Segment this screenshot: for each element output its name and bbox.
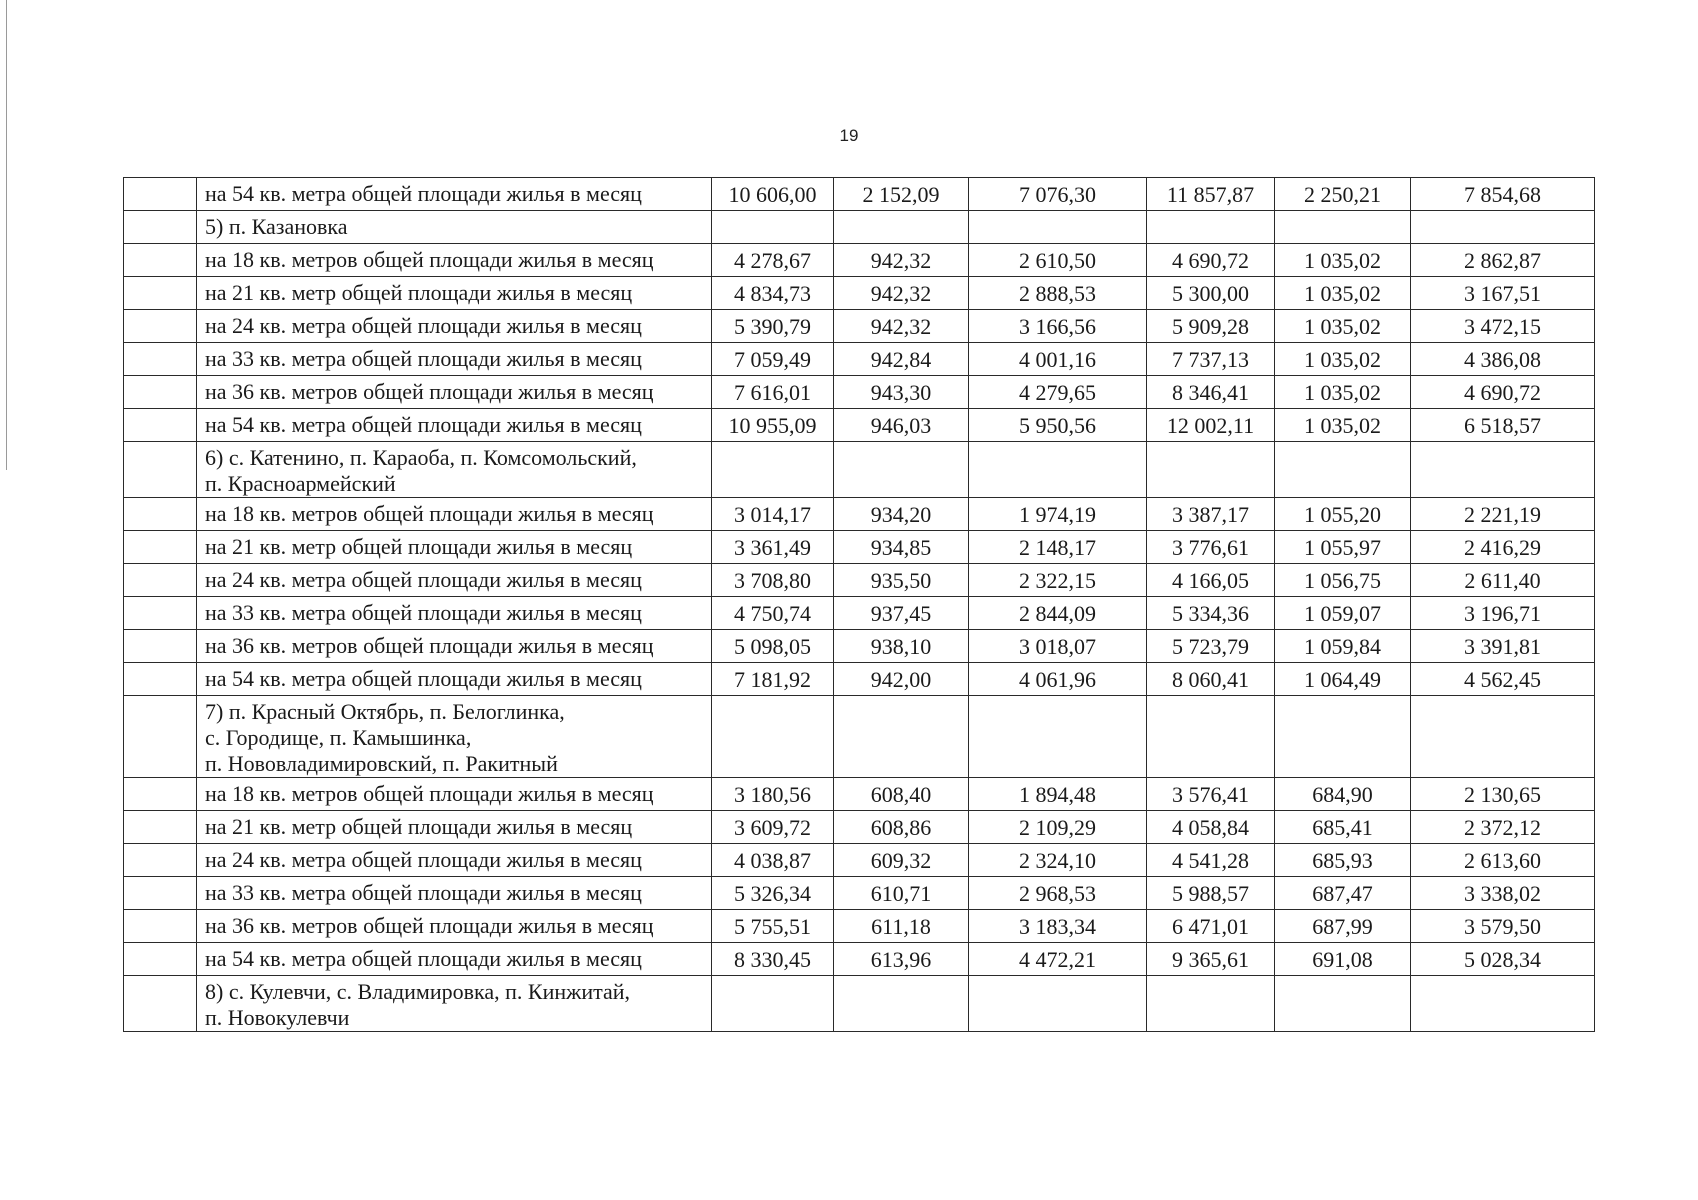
row-number-cell (124, 564, 197, 597)
value-cell: 2 152,09 (834, 178, 969, 211)
value-cell: 7 181,92 (712, 663, 834, 696)
value-cell: 608,86 (834, 811, 969, 844)
value-cell: 2 416,29 (1411, 531, 1595, 564)
value-cell: 685,93 (1275, 844, 1411, 877)
empty-cell (834, 976, 969, 1032)
value-cell: 5 723,79 (1147, 630, 1275, 663)
value-cell: 2 611,40 (1411, 564, 1595, 597)
table-row (124, 811, 1595, 844)
row-label: на 21 кв. метр общей площади жилья в месяц (197, 277, 712, 310)
value-cell: 2 148,17 (969, 531, 1147, 564)
row-label: на 24 кв. метра общей площади жилья в месяц (197, 564, 712, 597)
value-cell: 12 002,11 (1147, 409, 1275, 442)
empty-cell (1147, 442, 1275, 498)
value-cell: 10 606,00 (712, 178, 834, 211)
value-cell: 5 950,56 (969, 409, 1147, 442)
value-cell: 5 028,34 (1411, 943, 1595, 976)
empty-cell (1411, 976, 1595, 1032)
empty-cell (1147, 976, 1275, 1032)
value-cell: 2 372,12 (1411, 811, 1595, 844)
table-row (124, 910, 1595, 943)
value-cell: 1 064,49 (1275, 663, 1411, 696)
row-label: на 24 кв. метра общей площади жилья в месяц (197, 310, 712, 343)
value-cell: 8 060,41 (1147, 663, 1275, 696)
row-label: на 36 кв. метров общей площади жилья в месяц (197, 910, 712, 943)
value-cell: 1 035,02 (1275, 277, 1411, 310)
empty-cell (1411, 442, 1595, 498)
value-cell: 2 844,09 (969, 597, 1147, 630)
value-cell: 942,32 (834, 277, 969, 310)
row-number-cell (124, 343, 197, 376)
row-label: на 33 кв. метра общей площади жилья в месяц (197, 343, 712, 376)
value-cell: 685,41 (1275, 811, 1411, 844)
value-cell: 4 386,08 (1411, 343, 1595, 376)
value-cell: 4 001,16 (969, 343, 1147, 376)
value-cell: 691,08 (1275, 943, 1411, 976)
value-cell: 4 038,87 (712, 844, 834, 877)
row-number-cell (124, 663, 197, 696)
empty-cell (1147, 211, 1275, 244)
value-cell: 5 334,36 (1147, 597, 1275, 630)
value-cell: 4 690,72 (1411, 376, 1595, 409)
value-cell: 3 196,71 (1411, 597, 1595, 630)
row-number-cell (124, 597, 197, 630)
row-number-cell (124, 442, 197, 498)
row-number-cell (124, 630, 197, 663)
row-label: на 36 кв. метров общей площади жилья в месяц (197, 630, 712, 663)
value-cell: 4 750,74 (712, 597, 834, 630)
row-number-cell (124, 244, 197, 277)
value-cell: 613,96 (834, 943, 969, 976)
table-row (124, 663, 1595, 696)
value-cell: 687,47 (1275, 877, 1411, 910)
value-cell: 2 130,65 (1411, 778, 1595, 811)
value-cell: 2 862,87 (1411, 244, 1595, 277)
value-cell: 937,45 (834, 597, 969, 630)
row-number-cell (124, 943, 197, 976)
value-cell: 943,30 (834, 376, 969, 409)
value-cell: 7 737,13 (1147, 343, 1275, 376)
table-row (124, 531, 1595, 564)
value-cell: 10 955,09 (712, 409, 834, 442)
value-cell: 3 180,56 (712, 778, 834, 811)
value-cell: 1 035,02 (1275, 310, 1411, 343)
value-cell: 610,71 (834, 877, 969, 910)
row-label: на 21 кв. метр общей площади жилья в месяц (197, 531, 712, 564)
table-row (124, 244, 1595, 277)
page-number: 19 (839, 126, 859, 145)
value-cell: 3 166,56 (969, 310, 1147, 343)
value-cell: 2 888,53 (969, 277, 1147, 310)
value-cell: 4 472,21 (969, 943, 1147, 976)
section-header-row (124, 211, 1595, 244)
row-number-cell (124, 178, 197, 211)
value-cell: 3 387,17 (1147, 498, 1275, 531)
row-label: на 21 кв. метр общей площади жилья в месяц (197, 811, 712, 844)
row-number-cell (124, 844, 197, 877)
section-label: 6) с. Катенино, п. Караоба, п. Комсомольский, п. Красноармейский (197, 442, 712, 498)
value-cell: 4 690,72 (1147, 244, 1275, 277)
empty-cell (1411, 211, 1595, 244)
value-cell: 3 167,51 (1411, 277, 1595, 310)
value-cell: 687,99 (1275, 910, 1411, 943)
row-label: на 33 кв. метра общей площади жилья в месяц (197, 877, 712, 910)
value-cell: 3 472,15 (1411, 310, 1595, 343)
empty-cell (969, 442, 1147, 498)
row-number-cell (124, 811, 197, 844)
value-cell: 942,84 (834, 343, 969, 376)
empty-cell (969, 976, 1147, 1032)
row-label: на 24 кв. метра общей площади жилья в месяц (197, 844, 712, 877)
value-cell: 609,32 (834, 844, 969, 877)
value-cell: 942,32 (834, 244, 969, 277)
section-label: 7) п. Красный Октябрь, п. Белоглинка, с. Городище, п. Камышинка, п. Нововладимировский, п. Ракитный (197, 696, 712, 778)
value-cell: 1 974,19 (969, 498, 1147, 531)
value-cell: 4 562,45 (1411, 663, 1595, 696)
row-label: на 54 кв. метра общей площади жилья в месяц (197, 409, 712, 442)
value-cell: 9 365,61 (1147, 943, 1275, 976)
row-number-cell (124, 976, 197, 1032)
value-cell: 2 613,60 (1411, 844, 1595, 877)
value-cell: 4 834,73 (712, 277, 834, 310)
value-cell: 4 061,96 (969, 663, 1147, 696)
table-row (124, 877, 1595, 910)
empty-cell (1275, 976, 1411, 1032)
value-cell: 1 056,75 (1275, 564, 1411, 597)
empty-cell (834, 211, 969, 244)
value-cell: 11 857,87 (1147, 178, 1275, 211)
value-cell: 3 183,34 (969, 910, 1147, 943)
table-row (124, 778, 1595, 811)
value-cell: 938,10 (834, 630, 969, 663)
table-row (124, 630, 1595, 663)
table-row (124, 498, 1595, 531)
table-row (124, 310, 1595, 343)
row-number-cell (124, 531, 197, 564)
value-cell: 934,20 (834, 498, 969, 531)
value-cell: 3 609,72 (712, 811, 834, 844)
value-cell: 5 390,79 (712, 310, 834, 343)
value-cell: 608,40 (834, 778, 969, 811)
row-label: на 18 кв. метров общей площади жилья в месяц (197, 498, 712, 531)
value-cell: 1 035,02 (1275, 343, 1411, 376)
row-number-cell (124, 696, 197, 778)
empty-cell (712, 442, 834, 498)
tariff-table (123, 177, 1595, 1032)
value-cell: 1 894,48 (969, 778, 1147, 811)
value-cell: 5 098,05 (712, 630, 834, 663)
value-cell: 6 471,01 (1147, 910, 1275, 943)
value-cell: 2 221,19 (1411, 498, 1595, 531)
empty-cell (834, 696, 969, 778)
row-number-cell (124, 376, 197, 409)
table-row (124, 844, 1595, 877)
empty-cell (834, 442, 969, 498)
value-cell: 2 610,50 (969, 244, 1147, 277)
value-cell: 4 278,67 (712, 244, 834, 277)
value-cell: 5 909,28 (1147, 310, 1275, 343)
value-cell: 8 330,45 (712, 943, 834, 976)
value-cell: 7 076,30 (969, 178, 1147, 211)
row-number-cell (124, 211, 197, 244)
value-cell: 7 854,68 (1411, 178, 1595, 211)
value-cell: 5 300,00 (1147, 277, 1275, 310)
value-cell: 934,85 (834, 531, 969, 564)
value-cell: 7 616,01 (712, 376, 834, 409)
value-cell: 5 326,34 (712, 877, 834, 910)
table-body (124, 178, 1595, 1032)
row-number-cell (124, 310, 197, 343)
value-cell: 6 518,57 (1411, 409, 1595, 442)
value-cell: 2 250,21 (1275, 178, 1411, 211)
value-cell: 1 035,02 (1275, 409, 1411, 442)
value-cell: 2 322,15 (969, 564, 1147, 597)
value-cell: 2 968,53 (969, 877, 1147, 910)
value-cell: 3 361,49 (712, 531, 834, 564)
empty-cell (1411, 696, 1595, 778)
section-header-row (124, 442, 1595, 498)
row-number-cell (124, 498, 197, 531)
value-cell: 1 035,02 (1275, 376, 1411, 409)
section-label: 8) с. Кулевчи, с. Владимировка, п. Кинжитай, п. Новокулевчи (197, 976, 712, 1032)
empty-cell (969, 211, 1147, 244)
value-cell: 946,03 (834, 409, 969, 442)
scan-edge-line (6, 0, 7, 470)
row-label: на 18 кв. метров общей площади жилья в месяц (197, 244, 712, 277)
value-cell: 3 018,07 (969, 630, 1147, 663)
empty-cell (712, 976, 834, 1032)
row-number-cell (124, 877, 197, 910)
empty-cell (969, 696, 1147, 778)
value-cell: 3 776,61 (1147, 531, 1275, 564)
value-cell: 5 988,57 (1147, 877, 1275, 910)
value-cell: 2 109,29 (969, 811, 1147, 844)
value-cell: 3 576,41 (1147, 778, 1275, 811)
section-header-row (124, 696, 1595, 778)
section-label: 5) п. Казановка (197, 211, 712, 244)
value-cell: 611,18 (834, 910, 969, 943)
section-header-row (124, 976, 1595, 1032)
value-cell: 942,00 (834, 663, 969, 696)
table-row (124, 178, 1595, 211)
empty-cell (1275, 696, 1411, 778)
table-row (124, 343, 1595, 376)
row-label: на 18 кв. метров общей площади жилья в месяц (197, 778, 712, 811)
table-row (124, 564, 1595, 597)
table-row (124, 409, 1595, 442)
value-cell: 942,32 (834, 310, 969, 343)
value-cell: 1 059,84 (1275, 630, 1411, 663)
value-cell: 935,50 (834, 564, 969, 597)
row-number-cell (124, 409, 197, 442)
value-cell: 2 324,10 (969, 844, 1147, 877)
empty-cell (1275, 211, 1411, 244)
row-label: на 36 кв. метров общей площади жилья в месяц (197, 376, 712, 409)
value-cell: 4 166,05 (1147, 564, 1275, 597)
row-label: на 33 кв. метра общей площади жилья в месяц (197, 597, 712, 630)
empty-cell (712, 211, 834, 244)
value-cell: 1 059,07 (1275, 597, 1411, 630)
value-cell: 1 055,97 (1275, 531, 1411, 564)
empty-cell (1147, 696, 1275, 778)
value-cell: 3 014,17 (712, 498, 834, 531)
row-number-cell (124, 277, 197, 310)
empty-cell (1275, 442, 1411, 498)
row-label: на 54 кв. метра общей площади жилья в месяц (197, 943, 712, 976)
value-cell: 3 391,81 (1411, 630, 1595, 663)
value-cell: 7 059,49 (712, 343, 834, 376)
table-row (124, 597, 1595, 630)
row-number-cell (124, 910, 197, 943)
value-cell: 3 579,50 (1411, 910, 1595, 943)
value-cell: 4 279,65 (969, 376, 1147, 409)
row-label: на 54 кв. метра общей площади жилья в месяц (197, 663, 712, 696)
value-cell: 3 338,02 (1411, 877, 1595, 910)
value-cell: 5 755,51 (712, 910, 834, 943)
value-cell: 4 541,28 (1147, 844, 1275, 877)
row-number-cell (124, 778, 197, 811)
value-cell: 8 346,41 (1147, 376, 1275, 409)
value-cell: 1 035,02 (1275, 244, 1411, 277)
value-cell: 3 708,80 (712, 564, 834, 597)
value-cell: 1 055,20 (1275, 498, 1411, 531)
table-row (124, 376, 1595, 409)
value-cell: 4 058,84 (1147, 811, 1275, 844)
row-label: на 54 кв. метра общей площади жилья в месяц (197, 178, 712, 211)
value-cell: 684,90 (1275, 778, 1411, 811)
table-row (124, 277, 1595, 310)
empty-cell (712, 696, 834, 778)
table-row (124, 943, 1595, 976)
